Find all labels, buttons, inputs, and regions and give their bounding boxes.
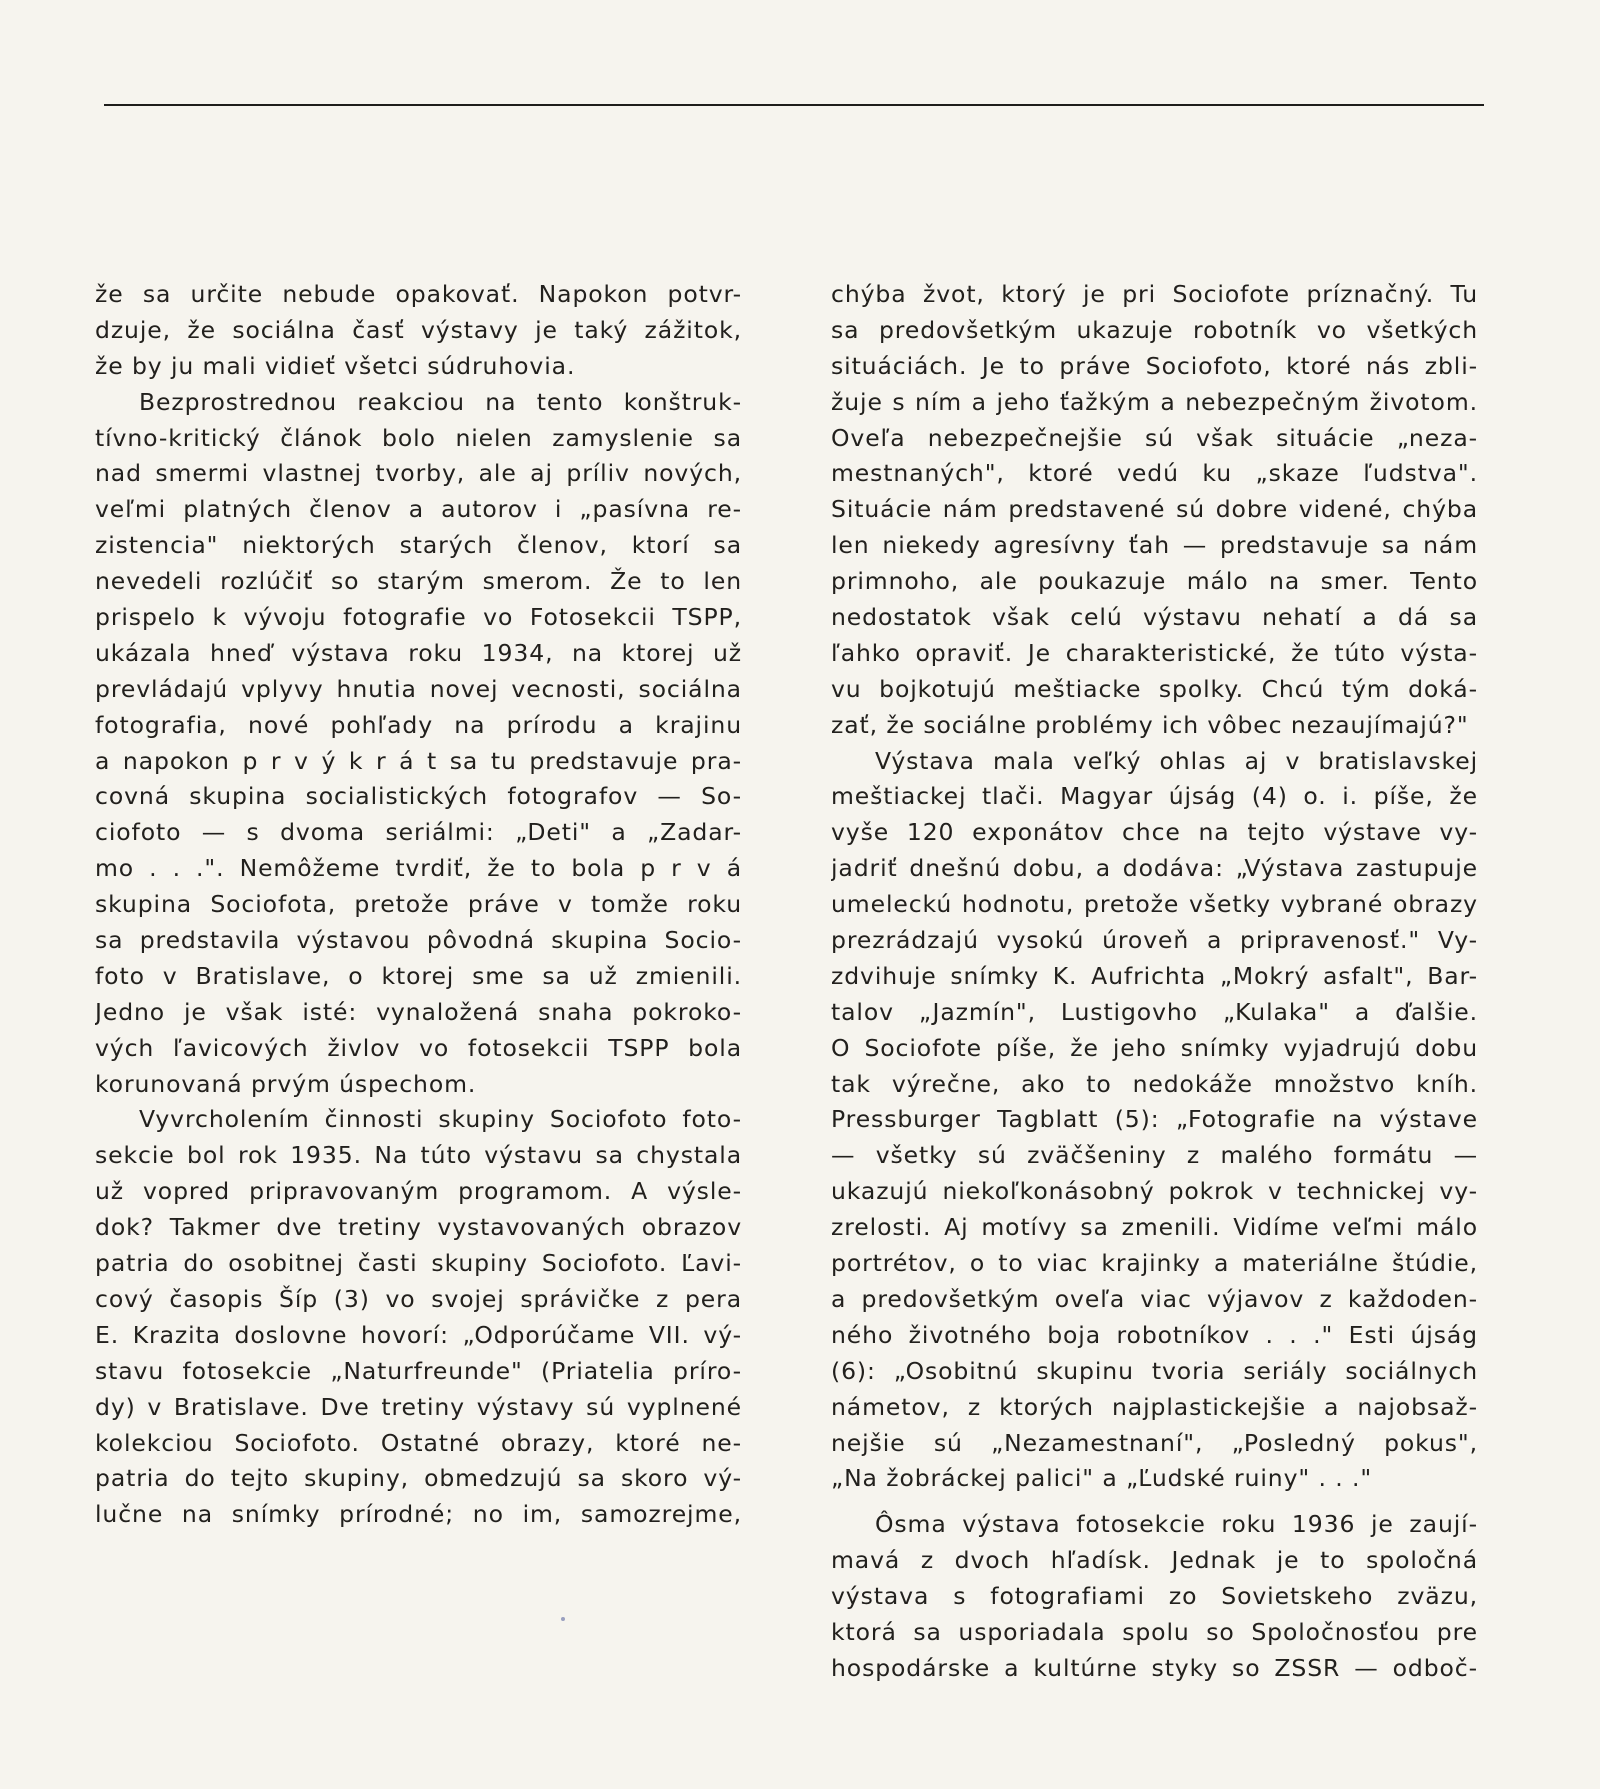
- text-line: námetov, z ktorých najplastickejšie a najobsaž-: [831, 1392, 1478, 1421]
- text-line: prevládajú vplyvy hnutia novej vecnosti, sociálna: [95, 674, 742, 703]
- text-line: už vopred pripravovaným programom. A výsle-: [95, 1177, 742, 1206]
- text-line: korunovaná prvým úspechom.: [95, 1069, 477, 1098]
- text-line: výstava s fotografiami zo Sovietskeho zväzu,: [831, 1582, 1478, 1611]
- text-line: Jedno je však isté: vynaložená snaha pokroko-: [95, 997, 742, 1026]
- text-line: tak výrečne, ako to nedokáže množstvo kníh.: [831, 1069, 1478, 1098]
- text-line: Bezprostrednou reakciou na tento konštruk-: [139, 387, 742, 416]
- text-line: nevedeli rozlúčiť so starým smerom. Že to len: [95, 567, 742, 596]
- text-line: sa predstavila výstavou pôvodná skupina Socio-: [95, 926, 742, 955]
- text-line: vu bojkotujú meštiacke spolky. Chcú tým doká-: [831, 674, 1478, 703]
- top-rule: [104, 104, 1484, 106]
- text-line: nedostatok však celú výstavu nehatí a dá sa: [831, 603, 1478, 632]
- text-line: cový časopis Šíp (3) vo svojej správičke z pera: [95, 1284, 742, 1313]
- right-column: [831, 277, 1478, 1687]
- text-line: veľmi platných členov a autorov i „pasívna re-: [95, 495, 742, 524]
- text-line: patria do osobitnej časti skupiny Sociofoto. Ľavi-: [95, 1249, 742, 1278]
- text-line: nejšie sú „Nezamestnaní", „Posledný pokus",: [831, 1428, 1478, 1457]
- text-line: zať, že sociálne problémy ich vôbec nezaujímajú?": [831, 710, 1469, 739]
- text-line: a napokon p r v ý k r á t sa tu predstavuje pra-: [95, 746, 742, 775]
- text-line: len niekedy agresívny ťah — predstavuje sa nám: [831, 531, 1478, 560]
- text-line: chýba žvot, ktorý je pri Sociofote príznačný. Tu: [831, 280, 1478, 308]
- text-line: že by ju mali vidieť všetci súdruhovia.: [95, 351, 576, 380]
- text-line: ného životného boja robotníkov . . ." Esti újság: [831, 1320, 1478, 1349]
- text-line: mestnaných", ktoré vedú ku „skaze ľudstva".: [831, 459, 1478, 488]
- text-line: zdvihuje snímky K. Aufrichta „Mokrý asfalt", Bar-: [831, 961, 1478, 990]
- text-line: umeleckú hodnotu, pretože všetky vybrané obrazy: [831, 890, 1478, 919]
- text-line: dok? Takmer dve tretiny vystavovaných obrazov: [95, 1213, 742, 1242]
- text-line: „Na žobráckej palici" a „Ľudské ruiny" . . .": [831, 1464, 1373, 1493]
- text-line: prispelo k vývoju fotografie vo Fotosekcii TSPP,: [95, 603, 742, 632]
- text-line: nad smermi vlastnej tvorby, ale aj príliv nových,: [95, 459, 742, 488]
- text-line: Výstava mala veľký ohlas aj v bratislavskej: [875, 746, 1478, 775]
- text-line: E. Krazita doslovne hovorí: „Odporúčame VII. vý-: [95, 1320, 742, 1349]
- text-line: stavu fotosekcie „Naturfreunde" (Priatelia príro-: [95, 1356, 742, 1385]
- text-line: sa predovšetkým ukazuje robotník vo všetkých: [831, 315, 1478, 344]
- text-line: mo . . .". Nemôžeme tvrdiť, že to bola p r v á: [95, 854, 742, 883]
- text-line: Ôsma výstava fotosekcie roku 1936 je zaují-: [875, 1510, 1478, 1539]
- text-line: ukázala hneď výstava roku 1934, na ktorej už: [95, 638, 742, 667]
- text-line: Vyvrcholením činnosti skupiny Sociofoto foto-: [139, 1105, 742, 1134]
- text-line: — všetky sú zväčšeniny z malého formátu —: [831, 1141, 1478, 1170]
- text-line: dy) v Bratislave. Dve tretiny výstavy sú vyplnené: [95, 1392, 742, 1421]
- text-line: Oveľa nebezpečnejšie sú však situácie „neza-: [831, 423, 1478, 452]
- text-line: ciofoto — s dvoma seriálmi: „Deti" a „Zadar-: [95, 818, 742, 847]
- text-line: covná skupina socialistických fotografov — So-: [95, 782, 742, 811]
- text-line: prezrádzajú vysokú úroveň a pripravenosť." Vy-: [831, 926, 1478, 955]
- print-speck: [561, 1617, 565, 1621]
- text-line: hospodárske a kultúrne styky so ZSSR — odboč-: [831, 1653, 1478, 1682]
- text-line: situáciách. Je to práve Sociofoto, ktoré nás zbli-: [831, 351, 1478, 380]
- text-line: primnoho, ale poukazuje málo na smer. Tento: [831, 567, 1478, 596]
- text-line: meštiackej tlači. Magyar újság (4) o. i. píše, že: [831, 782, 1478, 811]
- text-line: foto v Bratislave, o ktorej sme sa už zmienili.: [95, 961, 742, 990]
- text-line: O Sociofote píše, že jeho snímky vyjadrujú dobu: [831, 1033, 1478, 1062]
- text-line: Pressburger Tagblatt (5): „Fotografie na výstave: [831, 1105, 1478, 1134]
- text-line: skupina Sociofota, pretože práve v tomže roku: [95, 890, 742, 919]
- text-line: jadriť dnešnú dobu, a dodáva: „Výstava zastupuje: [831, 854, 1478, 883]
- text-line: tívno-kritický článok bolo nielen zamyslenie sa: [95, 423, 742, 452]
- text-line: fotografia, nové pohľady na prírodu a krajinu: [95, 710, 742, 739]
- text-line: sekcie bol rok 1935. Na túto výstavu sa chystala: [95, 1141, 742, 1170]
- text-line: ktorá sa usporiadala spolu so Spoločnosťou pre: [831, 1617, 1478, 1646]
- text-line: portrétov, o to viac krajinky a materiálne štúdie,: [831, 1249, 1478, 1278]
- text-line: lučne na snímky prírodné; no im, samozrejme,: [95, 1500, 742, 1529]
- text-line: že sa určite nebude opakovať. Napokon potvr-: [95, 280, 742, 308]
- left-column: [95, 277, 742, 1533]
- text-line: mavá z dvoch hľadísk. Jednak je to spoločná: [831, 1546, 1478, 1575]
- text-line: žuje s ním a jeho ťažkým a nebezpečným životom.: [831, 387, 1478, 416]
- text-line: talov „Jazmín", Lustigovho „Kulaka" a ďalšie.: [831, 997, 1478, 1026]
- text-line: vých ľavicových živlov vo fotosekcii TSPP bola: [95, 1033, 742, 1062]
- text-line: dzuje, že sociálna časť výstavy je taký zážitok,: [95, 315, 742, 344]
- text-line: vyše 120 exponátov chce na tejto výstave vy-: [831, 818, 1478, 847]
- text-line: ukazujú niekoľkonásobný pokrok v technickej vy-: [831, 1177, 1478, 1206]
- text-line: (6): „Osobitnú skupinu tvoria seriály sociálnych: [831, 1356, 1478, 1385]
- text-line: patria do tejto skupiny, obmedzujú sa skoro vý-: [95, 1464, 742, 1493]
- text-line: zistencia" niektorých starých členov, ktorí sa: [95, 531, 742, 560]
- text-line: ľahko opraviť. Je charakteristické, že túto výsta-: [831, 638, 1478, 667]
- text-line: kolekciou Sociofoto. Ostatné obrazy, ktoré ne-: [95, 1428, 742, 1457]
- text-line: zrelosti. Aj motívy sa zmenili. Vidíme veľmi málo: [831, 1213, 1478, 1242]
- text-line: a predovšetkým oveľa viac výjavov z každoden-: [831, 1284, 1478, 1313]
- text-line: Situácie nám predstavené sú dobre videné, chýba: [831, 495, 1478, 524]
